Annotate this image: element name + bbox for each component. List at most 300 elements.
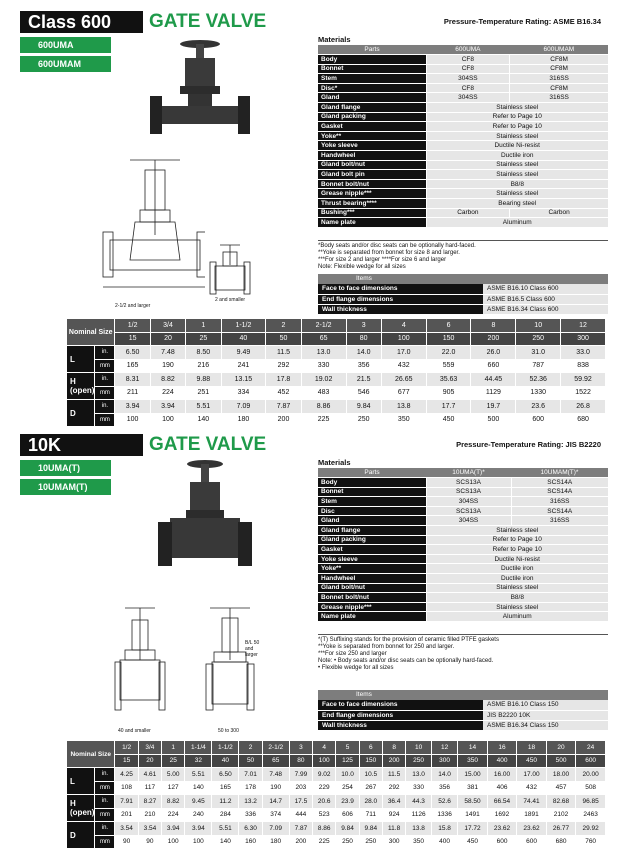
cell: 100 bbox=[185, 835, 212, 849]
cell: 905 bbox=[426, 386, 471, 400]
table-row bbox=[67, 781, 606, 795]
cell: SCS13A bbox=[426, 506, 511, 516]
title-bar bbox=[20, 11, 266, 33]
cell: 210 bbox=[138, 808, 161, 822]
cell: Refer to Page 10 bbox=[426, 535, 608, 545]
cell: 304SS bbox=[426, 516, 511, 526]
notes bbox=[318, 634, 608, 672]
cell: 254 bbox=[336, 781, 359, 795]
table-row bbox=[318, 497, 608, 507]
part-name: Gland bbox=[318, 516, 426, 526]
cell: CF8M bbox=[510, 83, 608, 93]
cell: 924 bbox=[382, 808, 405, 822]
cell: 13.15 bbox=[221, 373, 266, 387]
cell: 200 bbox=[289, 835, 312, 849]
cell: 160 bbox=[239, 835, 262, 849]
cell: 1891 bbox=[517, 808, 547, 822]
cell: 90 bbox=[115, 835, 138, 849]
table-row bbox=[318, 199, 608, 209]
cell: CF8 bbox=[426, 55, 510, 65]
cell: 316SS bbox=[511, 497, 608, 507]
dimension-label: H (open) bbox=[67, 795, 95, 822]
dimension-label: D bbox=[67, 822, 95, 849]
table-row bbox=[318, 574, 608, 584]
table-row bbox=[318, 179, 608, 189]
cell: 7.48 bbox=[150, 346, 185, 360]
pressure-rating: Pressure-Temperature Rating: JIS B2220 bbox=[456, 440, 601, 449]
cell: 201 bbox=[115, 808, 138, 822]
cell: 444 bbox=[289, 808, 312, 822]
cell: 16.00 bbox=[487, 768, 517, 782]
cell: 224 bbox=[162, 808, 185, 822]
materials-table bbox=[318, 468, 608, 622]
cell: Ductile iron bbox=[426, 564, 608, 574]
size-in: 2-1/2 bbox=[262, 741, 289, 755]
size-in: 3 bbox=[289, 741, 312, 755]
cell: 374 bbox=[262, 808, 289, 822]
note-line: ***For size 250 and larger bbox=[318, 651, 387, 657]
cell: 250 bbox=[359, 835, 382, 849]
unit-label: in. bbox=[95, 822, 115, 836]
materials-title: Materials bbox=[318, 458, 351, 467]
unit-label: in. bbox=[95, 346, 115, 360]
cell: 500 bbox=[471, 413, 516, 427]
note-line: *Body seats and/or disc seats can be optionally hard-faced. bbox=[318, 243, 476, 249]
part-name: Grease nipple*** bbox=[318, 602, 426, 612]
cell: 304SS bbox=[426, 497, 511, 507]
cell: 452 bbox=[266, 386, 301, 400]
cell: Refer to Page 10 bbox=[426, 112, 608, 122]
cell: 74.41 bbox=[517, 795, 547, 809]
cell: 23.62 bbox=[487, 822, 517, 836]
part-name: Bonnet bolt/nut bbox=[318, 593, 426, 603]
table-row bbox=[318, 141, 608, 151]
cell: 33.0 bbox=[561, 346, 606, 360]
cell: 292 bbox=[266, 359, 301, 373]
table-row bbox=[67, 346, 606, 360]
size-mm: 15 bbox=[115, 754, 138, 768]
note-line: **Yoke is separated from bonnet for size 8 and larger. bbox=[318, 250, 460, 256]
part-name: Yoke** bbox=[318, 564, 426, 574]
title-bar bbox=[20, 434, 266, 456]
size-in: 1/2 bbox=[115, 319, 150, 333]
size-mm: 20 bbox=[150, 332, 185, 346]
cell: 17.72 bbox=[458, 822, 488, 836]
size-in: 2-1/2 bbox=[301, 319, 346, 333]
cell: SCS14A bbox=[511, 487, 608, 497]
part-name: Gland packing bbox=[318, 112, 426, 122]
cell: 19.7 bbox=[471, 400, 516, 414]
part-name: Body bbox=[318, 478, 426, 488]
cell: B8/8 bbox=[426, 593, 608, 603]
table-row bbox=[318, 103, 608, 113]
cell: 13.0 bbox=[406, 768, 432, 782]
item-name: End flange dimensions bbox=[318, 294, 483, 304]
cell: 5.51 bbox=[212, 822, 239, 836]
part-name: Body bbox=[318, 55, 426, 65]
valve-drawing-large bbox=[200, 600, 260, 720]
unit-label: in. bbox=[95, 795, 115, 809]
note-line: ***For size 2 and larger ****For size 6 and larger bbox=[318, 257, 447, 263]
cell: 13.2 bbox=[239, 795, 262, 809]
item-name: Wall thickness bbox=[318, 720, 483, 730]
part-name: Name plate bbox=[318, 218, 426, 228]
items-header: Items bbox=[318, 690, 608, 700]
cell: ASME B16.10 Class 150 bbox=[483, 700, 608, 710]
cell: 432 bbox=[381, 359, 426, 373]
nominal-size-label: Nominal Size bbox=[67, 741, 115, 768]
cell: 225 bbox=[313, 835, 336, 849]
cell: 7.09 bbox=[221, 400, 266, 414]
cell: 336 bbox=[239, 808, 262, 822]
cell: 9.45 bbox=[185, 795, 212, 809]
table-row bbox=[318, 55, 608, 65]
cell: Refer to Page 10 bbox=[426, 545, 608, 555]
cell: 165 bbox=[212, 781, 239, 795]
cell: 211 bbox=[115, 386, 150, 400]
cell: SCS14A bbox=[511, 506, 608, 516]
table-row bbox=[318, 93, 608, 103]
table-row bbox=[318, 564, 608, 574]
cell: 11.5 bbox=[266, 346, 301, 360]
col-header: 10UMAM(T)* bbox=[511, 468, 608, 478]
cell: 2463 bbox=[576, 808, 606, 822]
cell: 760 bbox=[576, 835, 606, 849]
part-name: Gland flange bbox=[318, 526, 426, 536]
table-row bbox=[318, 189, 608, 199]
cell: 7.48 bbox=[262, 768, 289, 782]
cell: 165 bbox=[115, 359, 150, 373]
cell: 9.88 bbox=[186, 373, 221, 387]
part-name: Bonnet bbox=[318, 64, 426, 74]
cell: 660 bbox=[471, 359, 516, 373]
table-row bbox=[318, 487, 608, 497]
cell: 28.0 bbox=[359, 795, 382, 809]
cell: 140 bbox=[186, 413, 221, 427]
part-name: Disc* bbox=[318, 83, 426, 93]
col-header: 10UMA(T)* bbox=[426, 468, 511, 478]
cell: 90 bbox=[138, 835, 161, 849]
table-row bbox=[318, 535, 608, 545]
cell: 13.8 bbox=[381, 400, 426, 414]
cell: Ductile Ni-resist bbox=[426, 554, 608, 564]
size-header-row bbox=[67, 319, 606, 333]
size-in: 1/2 bbox=[115, 741, 138, 755]
size-in: 10 bbox=[406, 741, 432, 755]
table-row bbox=[67, 835, 606, 849]
table-row bbox=[67, 373, 606, 387]
cell: 450 bbox=[426, 413, 471, 427]
cell: 267 bbox=[359, 781, 382, 795]
table-row bbox=[67, 768, 606, 782]
cell: 44.3 bbox=[406, 795, 432, 809]
size-mm: 350 bbox=[458, 754, 488, 768]
table-row bbox=[67, 795, 606, 809]
cell: 5.00 bbox=[162, 768, 185, 782]
cell: 14.0 bbox=[346, 346, 381, 360]
cell: 17.00 bbox=[517, 768, 547, 782]
size-in: 18 bbox=[517, 741, 547, 755]
cell: 292 bbox=[382, 781, 405, 795]
cell: 13.0 bbox=[301, 346, 346, 360]
cell: 1126 bbox=[406, 808, 432, 822]
size-header-row bbox=[67, 741, 606, 755]
cell: 31.0 bbox=[516, 346, 561, 360]
cell: 180 bbox=[221, 413, 266, 427]
cell: 600 bbox=[516, 413, 561, 427]
valve-photo bbox=[140, 36, 260, 146]
size-mm: 65 bbox=[262, 754, 289, 768]
size-mm: 250 bbox=[516, 332, 561, 346]
drawing-label: 50 to 300 bbox=[218, 728, 239, 734]
cell: 11.2 bbox=[212, 795, 239, 809]
cell: Stainless steel bbox=[426, 602, 608, 612]
cell: 8.31 bbox=[115, 373, 150, 387]
unit-label: in. bbox=[95, 400, 115, 414]
size-in: 12 bbox=[561, 319, 606, 333]
cell: ASME B16.34 Class 600 bbox=[483, 304, 608, 314]
cell: 3.94 bbox=[185, 822, 212, 836]
size-in: 1-1/2 bbox=[221, 319, 266, 333]
cell: 3.54 bbox=[115, 822, 138, 836]
cell: 1336 bbox=[431, 808, 457, 822]
table-row bbox=[318, 516, 608, 526]
size-mm: 150 bbox=[426, 332, 471, 346]
note-line: • Flexible wedge for all sizes bbox=[318, 665, 394, 671]
cell: 17.5 bbox=[289, 795, 312, 809]
table-row bbox=[318, 74, 608, 84]
cell: SCS14A bbox=[511, 478, 608, 488]
col-header: Parts bbox=[318, 45, 426, 55]
cell: 7.87 bbox=[289, 822, 312, 836]
cell: 6.50 bbox=[115, 346, 150, 360]
size-mm: 20 bbox=[138, 754, 161, 768]
cell: 7.99 bbox=[289, 768, 312, 782]
cell: 1491 bbox=[458, 808, 488, 822]
cell: 316SS bbox=[510, 74, 608, 84]
cell: 10.0 bbox=[336, 768, 359, 782]
size-mm: 80 bbox=[346, 332, 381, 346]
cell: 600 bbox=[517, 835, 547, 849]
part-name: Disc bbox=[318, 506, 426, 516]
cell: 23.6 bbox=[516, 400, 561, 414]
cell: Stainless steel bbox=[426, 583, 608, 593]
cell: 15.00 bbox=[458, 768, 488, 782]
cell: ASME B16.34 Class 150 bbox=[483, 720, 608, 730]
table-row bbox=[318, 612, 608, 622]
size-mm: 200 bbox=[471, 332, 516, 346]
size-mm: 250 bbox=[406, 754, 432, 768]
cell: Refer to Page 10 bbox=[426, 122, 608, 132]
cell: 8.50 bbox=[186, 346, 221, 360]
cell: Ductile iron bbox=[426, 151, 608, 161]
cell: 21.5 bbox=[346, 373, 381, 387]
size-in: 3/4 bbox=[138, 741, 161, 755]
part-name: Name plate bbox=[318, 612, 426, 622]
cell: 26.77 bbox=[546, 822, 576, 836]
table-row bbox=[318, 218, 608, 228]
part-name: Yoke sleeve bbox=[318, 554, 426, 564]
cell: 216 bbox=[186, 359, 221, 373]
cell: 483 bbox=[301, 386, 346, 400]
cell: Stainless steel bbox=[426, 160, 608, 170]
cell: 5.51 bbox=[186, 400, 221, 414]
size-mm: 450 bbox=[517, 754, 547, 768]
size-in: 2 bbox=[266, 319, 301, 333]
note-line: *(T) Suffixing stands for the provision of ceramic filled PTFE gaskets bbox=[318, 637, 499, 643]
cell: 300 bbox=[382, 835, 405, 849]
cell: 15.8 bbox=[431, 822, 457, 836]
item-name: End flange dimensions bbox=[318, 710, 483, 720]
cell: Ductile Ni-resist bbox=[426, 141, 608, 151]
part-name: Thrust bearing**** bbox=[318, 199, 426, 209]
cell: 6.50 bbox=[212, 768, 239, 782]
part-name: Gland bolt/nut bbox=[318, 583, 426, 593]
cell: 406 bbox=[487, 781, 517, 795]
cell: 17.8 bbox=[266, 373, 301, 387]
unit-label: in. bbox=[95, 768, 115, 782]
cell: CF8 bbox=[426, 83, 510, 93]
cell: 9.02 bbox=[313, 768, 336, 782]
cell: 26.65 bbox=[381, 373, 426, 387]
drawing-label: 2 and smaller bbox=[215, 297, 246, 303]
note-line: Note: • Body seats and/or disc seats can be optionally hard-faced. bbox=[318, 658, 494, 664]
valve-drawing-large bbox=[95, 150, 205, 300]
table-row bbox=[318, 720, 608, 730]
product-title: GATE VALVE bbox=[149, 434, 267, 455]
size-header-row bbox=[67, 754, 606, 768]
cell: 1330 bbox=[516, 386, 561, 400]
cell: 400 bbox=[431, 835, 457, 849]
size-mm: 600 bbox=[576, 754, 606, 768]
drawing-label: 2-1/2 and larger bbox=[115, 303, 151, 309]
cell: 20.6 bbox=[313, 795, 336, 809]
cell: 350 bbox=[381, 413, 426, 427]
cell: 127 bbox=[162, 781, 185, 795]
table-row bbox=[318, 170, 608, 180]
cell: 523 bbox=[313, 808, 336, 822]
table-row bbox=[318, 602, 608, 612]
size-in: 5 bbox=[336, 741, 359, 755]
size-in: 6 bbox=[359, 741, 382, 755]
cell: 457 bbox=[546, 781, 576, 795]
size-in: 4 bbox=[313, 741, 336, 755]
cell: 26.0 bbox=[471, 346, 516, 360]
size-mm: 15 bbox=[115, 332, 150, 346]
table-row bbox=[67, 808, 606, 822]
dimension-label: D bbox=[67, 400, 95, 427]
size-in: 3/4 bbox=[150, 319, 185, 333]
cell: 356 bbox=[431, 781, 457, 795]
table-row bbox=[318, 112, 608, 122]
cell: 559 bbox=[426, 359, 471, 373]
col-header: 600UMA bbox=[426, 45, 510, 55]
size-mm: 300 bbox=[561, 332, 606, 346]
cell: 58.50 bbox=[458, 795, 488, 809]
items-table bbox=[318, 700, 608, 731]
part-name: Grease nipple*** bbox=[318, 189, 426, 199]
cell: 8.86 bbox=[301, 400, 346, 414]
cell: 190 bbox=[150, 359, 185, 373]
size-in: 10 bbox=[516, 319, 561, 333]
size-mm: 50 bbox=[266, 332, 301, 346]
size-mm: 32 bbox=[185, 754, 212, 768]
cell: 330 bbox=[301, 359, 346, 373]
cell: Stainless steel bbox=[426, 131, 608, 141]
table-row bbox=[67, 359, 606, 373]
cell: 10.5 bbox=[359, 768, 382, 782]
item-name: Face to face dimensions bbox=[318, 284, 483, 294]
model-tag: 600UMAM bbox=[20, 56, 111, 72]
cell: 1692 bbox=[487, 808, 517, 822]
size-mm: 300 bbox=[431, 754, 457, 768]
cell: 9.84 bbox=[336, 822, 359, 836]
cell: Stainless steel bbox=[426, 170, 608, 180]
part-name: Yoke sleeve bbox=[318, 141, 426, 151]
cell: 9.84 bbox=[359, 822, 382, 836]
cell: SCS13A bbox=[426, 478, 511, 488]
unit-label: mm bbox=[95, 413, 115, 427]
part-name: Bonnet bolt/nut bbox=[318, 179, 426, 189]
cell: 17.0 bbox=[381, 346, 426, 360]
cell: 546 bbox=[346, 386, 381, 400]
items-table bbox=[318, 284, 608, 315]
size-header-row bbox=[67, 332, 606, 346]
size-in: 12 bbox=[431, 741, 457, 755]
table-row bbox=[318, 83, 608, 93]
cell: Stainless steel bbox=[426, 103, 608, 113]
cell: CF8M bbox=[510, 64, 608, 74]
cell: 330 bbox=[406, 781, 432, 795]
table-row bbox=[318, 131, 608, 141]
product-title: GATE VALVE bbox=[149, 11, 267, 32]
size-in: 4 bbox=[381, 319, 426, 333]
cell: 100 bbox=[115, 413, 150, 427]
cell: 17.7 bbox=[426, 400, 471, 414]
part-name: Bonnet bbox=[318, 487, 426, 497]
cell: 450 bbox=[458, 835, 488, 849]
table-row bbox=[67, 413, 606, 427]
part-name: Gland bolt pin bbox=[318, 170, 426, 180]
materials-title: Materials bbox=[318, 35, 351, 44]
cell: 2102 bbox=[546, 808, 576, 822]
cell: 225 bbox=[301, 413, 346, 427]
cell: Stainless steel bbox=[426, 526, 608, 536]
cell: Stainless steel bbox=[426, 189, 608, 199]
cell: 711 bbox=[359, 808, 382, 822]
table-row bbox=[318, 593, 608, 603]
table-row bbox=[318, 478, 608, 488]
size-in: 20 bbox=[546, 741, 576, 755]
cell: 96.85 bbox=[576, 795, 606, 809]
cell: 240 bbox=[185, 808, 212, 822]
table-row bbox=[318, 506, 608, 516]
size-in: 1 bbox=[162, 741, 185, 755]
cell: 334 bbox=[221, 386, 266, 400]
table-row bbox=[318, 583, 608, 593]
table-row bbox=[67, 400, 606, 414]
table-row bbox=[67, 822, 606, 836]
unit-label: mm bbox=[95, 386, 115, 400]
table-row bbox=[67, 386, 606, 400]
cell: 19.02 bbox=[301, 373, 346, 387]
cell: 8.86 bbox=[313, 822, 336, 836]
part-name: Yoke** bbox=[318, 131, 426, 141]
cell: 4.25 bbox=[115, 768, 138, 782]
size-mm: 200 bbox=[382, 754, 405, 768]
cell: 251 bbox=[186, 386, 221, 400]
cell: 200 bbox=[266, 413, 301, 427]
